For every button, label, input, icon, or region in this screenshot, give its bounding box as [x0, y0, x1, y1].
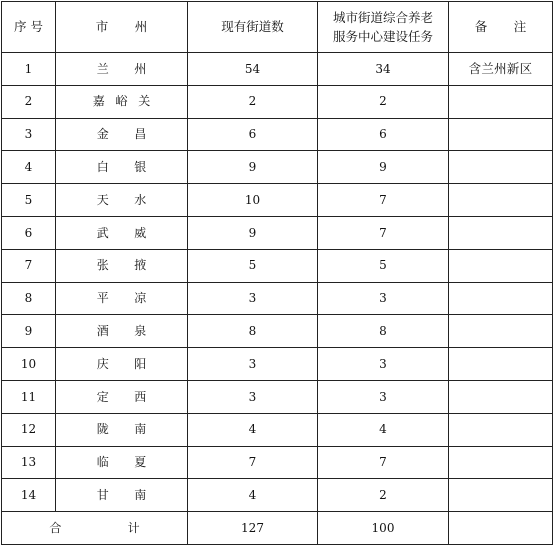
table-body [2, 53, 553, 545]
cell-streets: 2 [188, 85, 318, 118]
cell-city: 金 昌 [56, 118, 188, 151]
cell-city: 定 西 [56, 380, 188, 413]
total-task: 100 [318, 512, 449, 545]
table-header [2, 2, 553, 53]
cell-note [449, 479, 553, 512]
table-row [2, 380, 553, 413]
cell-streets: 4 [188, 413, 318, 446]
cell-index: 7 [2, 249, 56, 282]
total-note [449, 512, 553, 545]
table-row [2, 184, 553, 217]
cell-city: 平 凉 [56, 282, 188, 315]
table-row [2, 282, 553, 315]
cell-note [449, 184, 553, 217]
table-row [2, 249, 553, 282]
cell-note [449, 348, 553, 381]
cell-note [449, 446, 553, 479]
cell-streets: 6 [188, 118, 318, 151]
cell-task: 2 [318, 479, 449, 512]
cell-city: 庆 阳 [56, 348, 188, 381]
cell-task: 7 [318, 446, 449, 479]
street-elderly-care-table-container [1, 1, 552, 545]
cell-task: 7 [318, 184, 449, 217]
cell-note [449, 249, 553, 282]
header-row [2, 2, 553, 53]
cell-task: 3 [318, 380, 449, 413]
street-elderly-care-table [1, 1, 553, 545]
table-row [2, 479, 553, 512]
cell-city: 嘉峪关 [56, 85, 188, 118]
cell-index: 2 [2, 85, 56, 118]
cell-index: 6 [2, 216, 56, 249]
cell-note [449, 282, 553, 315]
total-label: 合 计 [2, 512, 188, 545]
cell-streets: 3 [188, 380, 318, 413]
cell-city: 天 水 [56, 184, 188, 217]
cell-note [449, 413, 553, 446]
cell-streets: 9 [188, 151, 318, 184]
cell-city: 陇 南 [56, 413, 188, 446]
cell-task: 6 [318, 118, 449, 151]
cell-note [449, 85, 553, 118]
cell-city: 兰 州 [56, 53, 188, 86]
header-streets: 现有街道数 [188, 2, 318, 53]
cell-index: 8 [2, 282, 56, 315]
cell-streets: 10 [188, 184, 318, 217]
table-row [2, 118, 553, 151]
cell-index: 14 [2, 479, 56, 512]
header-task: 城市街道综合养老服务中心建设任务 [318, 2, 449, 53]
cell-index: 4 [2, 151, 56, 184]
header-index: 序 号 [2, 2, 56, 53]
cell-city: 酒 泉 [56, 315, 188, 348]
cell-index: 1 [2, 53, 56, 86]
cell-task: 3 [318, 348, 449, 381]
cell-index: 9 [2, 315, 56, 348]
cell-streets: 54 [188, 53, 318, 86]
cell-task: 3 [318, 282, 449, 315]
table-row [2, 413, 553, 446]
cell-city: 白 银 [56, 151, 188, 184]
cell-streets: 8 [188, 315, 318, 348]
table-row [2, 85, 553, 118]
cell-index: 3 [2, 118, 56, 151]
table-row [2, 151, 553, 184]
cell-streets: 9 [188, 216, 318, 249]
cell-task: 7 [318, 216, 449, 249]
table-row [2, 315, 553, 348]
header-note: 备 注 [449, 2, 553, 53]
total-row [2, 512, 553, 545]
cell-streets: 3 [188, 348, 318, 381]
total-streets: 127 [188, 512, 318, 545]
cell-index: 5 [2, 184, 56, 217]
cell-city: 临 夏 [56, 446, 188, 479]
table-row [2, 216, 553, 249]
cell-note [449, 151, 553, 184]
cell-note: 含兰州新区 [449, 53, 553, 86]
table-row [2, 348, 553, 381]
cell-note [449, 315, 553, 348]
cell-streets: 3 [188, 282, 318, 315]
cell-streets: 4 [188, 479, 318, 512]
cell-city: 甘 南 [56, 479, 188, 512]
cell-streets: 7 [188, 446, 318, 479]
cell-note [449, 380, 553, 413]
cell-task: 9 [318, 151, 449, 184]
cell-city: 张 掖 [56, 249, 188, 282]
cell-note [449, 216, 553, 249]
table-row [2, 53, 553, 86]
cell-streets: 5 [188, 249, 318, 282]
cell-index: 10 [2, 348, 56, 381]
cell-task: 4 [318, 413, 449, 446]
cell-task: 5 [318, 249, 449, 282]
cell-index: 11 [2, 380, 56, 413]
cell-index: 12 [2, 413, 56, 446]
header-city: 市 州 [56, 2, 188, 53]
cell-index: 13 [2, 446, 56, 479]
table-row [2, 446, 553, 479]
cell-city: 武 威 [56, 216, 188, 249]
cell-task: 2 [318, 85, 449, 118]
cell-task: 34 [318, 53, 449, 86]
cell-note [449, 118, 553, 151]
cell-task: 8 [318, 315, 449, 348]
